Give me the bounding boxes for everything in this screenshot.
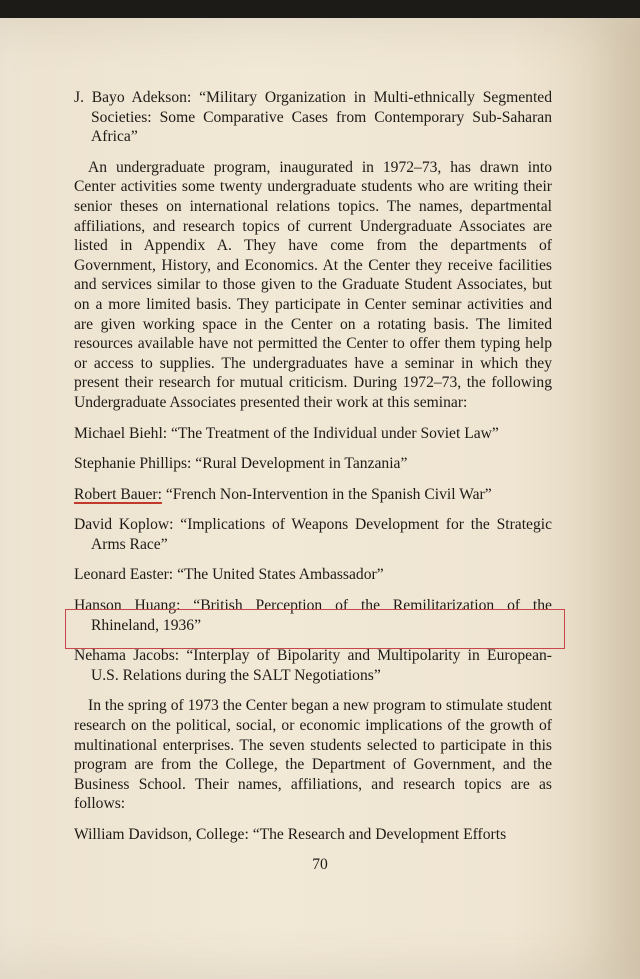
entry-title: “French Non-Intervention in the Spanish Civil War”	[165, 485, 492, 503]
entry-bauer	[74, 485, 552, 505]
entry-author-underlined: Robert Bauer:	[74, 485, 162, 503]
entry-author: Michael Biehl:	[74, 424, 168, 442]
entry-title: “British Perception of the Remilitarization of the Rhineland, 1936”	[91, 597, 552, 634]
entry-author: J. Bayo Adekson:	[74, 89, 192, 106]
book-page	[0, 18, 640, 979]
entry-phillips	[74, 454, 552, 474]
paragraph-undergraduate-program: An undergraduate program, inaugurated in 1972–73, has drawn into Center activities some twenty undergraduate students who are writing their senior theses on international relations topics. The names, departmental affiliations, and research topics of current Undergraduate Associates are listed in Appendix A. They have come from the departments of Government, History, and Economics. At the Center they receive facilities and services similar to those given to the Graduate Student Associates, but on a more limited basis. They participate in Center seminar activities and are given working space in the Center on a rotating basis. The limited resources available have not permitted the Center to offer them typing help or access to supplies. The undergraduates have a seminar in which they present their research for mutual criticism. During 1972–73, the following Undergraduate Associates presented their work at this seminar:	[74, 158, 552, 411]
page-body	[74, 88, 552, 856]
paragraph-multinational-program: In the spring of 1973 the Center began a new program to stimulate student research on the political, social, or economic implications of the growth of multinational enterprises. The seven students selected to participate in this program are from the College, the Department of Government, and the Business School. Their names, affiliations, and research topics are as follows:	[74, 697, 552, 813]
entry-author: William Davidson, College:	[74, 826, 249, 843]
entry-davidson	[74, 825, 552, 845]
entry-easter	[74, 565, 552, 585]
entry-author: Stephanie Phillips:	[74, 455, 192, 473]
page-number: 70	[312, 856, 328, 873]
entry-author: Hanson Huang:	[74, 597, 181, 615]
entry-title: “Implications of Weapons Development for the Strategic Arms Race”	[91, 516, 552, 553]
entry-title: “The Research and Development Efforts	[252, 826, 507, 843]
entry-koplow	[74, 515, 552, 554]
entry-title: “The Treatment of the Individual under Soviet Law”	[171, 424, 499, 442]
red-highlight-box	[65, 609, 565, 649]
entry-jacobs	[74, 646, 552, 685]
entry-author: Nehama Jacobs:	[74, 647, 180, 665]
entry-author: David Koplow:	[74, 516, 174, 534]
entry-biehl	[74, 424, 552, 444]
entry-title: “Military Organization in Multi-ethnically Segmented Societies: Some Comparative Cases from Contemporary Sub-Saharan Africa”	[91, 89, 553, 146]
entry-title: “Rural Development in Tanzania”	[195, 455, 408, 473]
entry-title: “The United States Ambassador”	[177, 566, 384, 584]
entry-title: “Interplay of Bipolarity and Multipolarity in European-U.S. Relations during the SALT Negotiations”	[91, 647, 552, 684]
entry-adekson	[74, 88, 552, 147]
entry-author: Leonard Easter:	[74, 566, 174, 584]
